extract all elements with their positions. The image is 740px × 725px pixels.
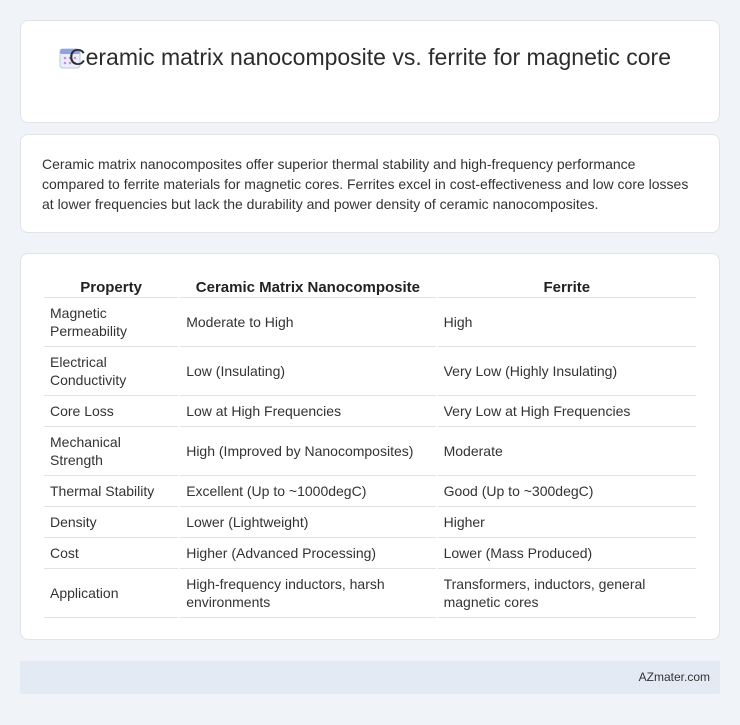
ceramic-cell: Excellent (Up to ~1000degC) [180,476,435,507]
title-wrap [21,43,719,72]
page-title: Ceramic matrix nanocomposite vs. ferrite for magnetic core [68,44,672,70]
table-row [44,396,696,427]
ferrite-cell: Moderate [438,427,696,476]
property-cell: Mechanical Strength [44,427,178,476]
ceramic-cell: Low at High Frequencies [180,396,435,427]
ferrite-cell: Transformers, inductors, general magnetic cores [438,569,696,618]
header-property: Property [44,274,178,298]
header-ferrite: Ferrite [438,274,696,298]
table-row [44,507,696,538]
title-card [20,20,720,123]
ferrite-cell: Lower (Mass Produced) [438,538,696,569]
comparison-table-card [20,253,720,640]
ceramic-cell: Moderate to High [180,298,435,347]
property-cell: Application [44,569,178,618]
header-ceramic: Ceramic Matrix Nanocomposite [180,274,435,298]
ceramic-cell: High (Improved by Nanocomposites) [180,427,435,476]
property-cell: Electrical Conductivity [44,347,178,396]
table-header-row [44,274,696,298]
footer-bar [20,661,720,694]
property-cell: Core Loss [44,396,178,427]
table-row [44,538,696,569]
ferrite-cell: Very Low (Highly Insulating) [438,347,696,396]
ferrite-cell: Very Low at High Frequencies [438,396,696,427]
ferrite-cell: High [438,298,696,347]
property-cell: Thermal Stability [44,476,178,507]
table-row [44,347,696,396]
table-row [44,476,696,507]
ceramic-cell: High-frequency inductors, harsh environments [180,569,435,618]
ceramic-cell: Higher (Advanced Processing) [180,538,435,569]
summary-text: Ceramic matrix nanocomposites offer superior thermal stability and high-frequency performance compared to ferrite materials for magnetic cores. Ferrites excel in cost-effectiveness and low core losses at lower frequencies but lack the durability and power density of ceramic nanocomposites. [42,156,689,212]
summary-card [20,134,720,233]
footer-brand-link[interactable]: AZmater.com [638,670,710,684]
ferrite-cell: Good (Up to ~300degC) [438,476,696,507]
comparison-table [42,274,698,618]
property-cell: Density [44,507,178,538]
ceramic-cell: Lower (Lightweight) [180,507,435,538]
table-row [44,298,696,347]
table-row [44,427,696,476]
property-cell: Magnetic Permeability [44,298,178,347]
ceramic-cell: Low (Insulating) [180,347,435,396]
table-row [44,569,696,618]
ferrite-cell: Higher [438,507,696,538]
property-cell: Cost [44,538,178,569]
